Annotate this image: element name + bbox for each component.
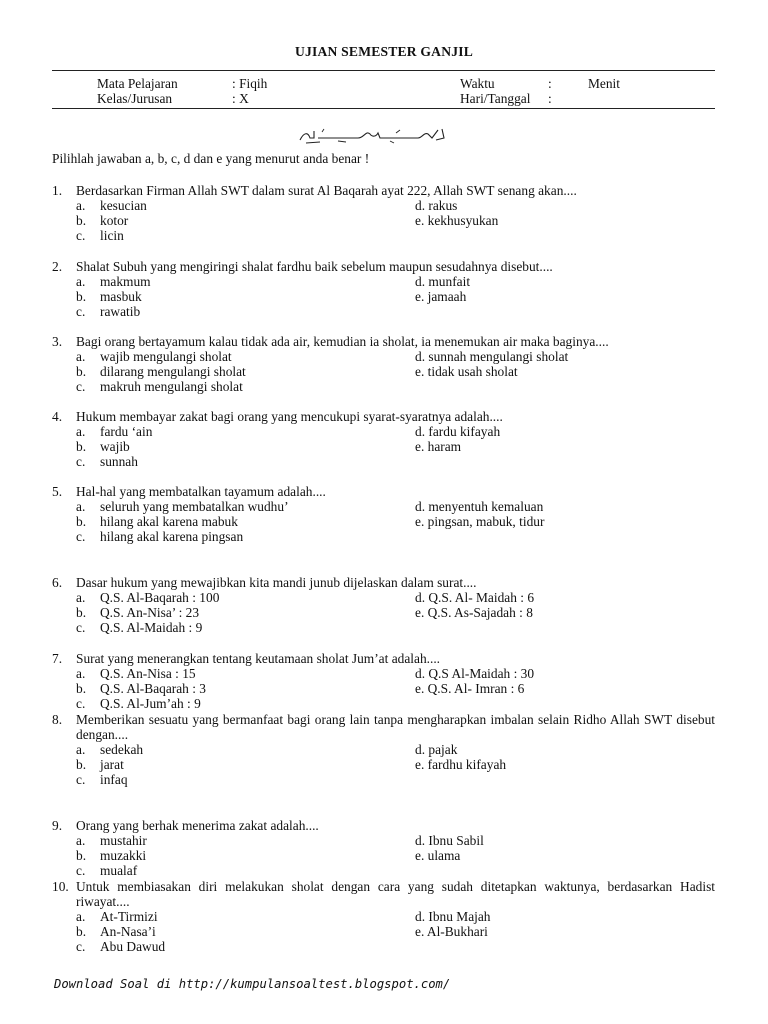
option-d: d. Q.S Al-Maidah : 30 [415,666,535,681]
option-text: muzakki [100,848,147,863]
question-number: 1. [52,183,63,198]
option-b [76,757,124,772]
option-letter: b. [76,848,87,863]
option-letter: c. [76,696,86,711]
time-label: Waktu [460,76,495,91]
subject-label: Mata Pelajaran [97,76,178,91]
option-text: wajib mengulangi sholat [100,349,232,364]
subject-value: : Fiqih [232,76,268,91]
header-rule-bottom [52,108,715,109]
option-letter: b. [76,289,87,304]
option-a [76,274,151,289]
date-colon: : [548,91,552,106]
date-label: Hari/Tanggal [460,91,531,106]
option-c [76,304,140,319]
option-c [76,228,124,243]
option-text: dilarang mengulangi sholat [100,364,246,379]
option-letter: a. [76,349,86,364]
option-letter: b. [76,605,87,620]
option-letter: b. [76,514,87,529]
option-e: e. Q.S. As-Sajadah : 8 [415,605,533,620]
question-number: 8. [52,712,63,727]
option-text: hilang akal karena pingsan [100,529,244,544]
question-number: 4. [52,409,63,424]
question-number: 3. [52,334,63,349]
option-text: Q.S. Al-Baqarah : 100 [100,590,220,605]
question-text: Surat yang menerangkan tentang keutamaan sholat Jum’at adalah.... [76,651,441,666]
option-text: Q.S. Al-Maidah : 9 [100,620,203,635]
option-letter: c. [76,379,86,394]
option-text: jarat [100,757,124,772]
option-b [76,289,142,304]
question-text: Hal-hal yang membatalkan tayamum adalah.... [76,484,326,499]
option-text: licin [100,228,124,243]
question-number: 6. [52,575,63,590]
option-a [76,742,143,757]
option-letter: a. [76,424,86,439]
option-d: d. fardu kifayah [415,424,501,439]
question-number: 5. [52,484,63,499]
option-e: e. haram [415,439,462,454]
question-text: Berdasarkan Firman Allah SWT dalam surat Al Baqarah ayat 222, Allah SWT senang akan.... [76,183,577,198]
question-text: Hukum membayar zakat bagi orang yang mencukupi syarat-syaratnya adalah.... [76,409,503,424]
option-text: An-Nasa’i [100,924,156,939]
option-b [76,514,238,529]
option-c [76,529,243,544]
option-text: Q.S. An-Nisa’ : 23 [100,605,200,620]
option-e: e. ulama [415,848,461,863]
class-label: Kelas/Jurusan [97,91,173,106]
question-number: 7. [52,651,63,666]
option-letter: a. [76,274,86,289]
option-text: Abu Dawud [100,939,166,954]
option-text: sunnah [100,454,138,469]
option-letter: c. [76,863,86,878]
option-letter: b. [76,364,87,379]
option-c [76,620,202,635]
option-letter: c. [76,529,86,544]
exam-title: UJIAN SEMESTER GANJIL [295,44,473,59]
option-b [76,439,130,454]
option-letter: c. [76,939,86,954]
option-letter: b. [76,757,87,772]
instruction-text: Pilihlah jawaban a, b, c, d dan e yang menurut anda benar ! [52,151,370,166]
basmalah-calligraphy-icon [298,126,448,150]
header-rule-top [52,70,715,71]
option-b [76,681,206,696]
option-text: kesucian [100,198,147,213]
option-b [76,213,128,228]
option-e: e. pingsan, mabuk, tidur [415,514,545,529]
option-c [76,379,243,394]
option-text: Q.S. Al-Baqarah : 3 [100,681,206,696]
option-text: kotor [100,213,129,228]
option-b [76,605,199,620]
option-letter: b. [76,681,87,696]
question-number: 9. [52,818,63,833]
question-text: Orang yang berhak menerima zakat adalah.... [76,818,319,833]
option-a [76,590,219,605]
option-text: masbuk [100,289,142,304]
option-letter: c. [76,304,86,319]
option-e: e. fardhu kifayah [415,757,507,772]
question-text: Bagi orang bertayamum kalau tidak ada air, kemudian ia sholat, ia menemukan air maka baginya.... [76,334,609,349]
option-a [76,349,232,364]
option-c [76,772,128,787]
option-text: makruh mengulangi sholat [100,379,243,394]
option-letter: a. [76,909,86,924]
option-c [76,454,138,469]
option-a [76,833,147,848]
option-text: infaq [100,772,128,787]
option-d: d. menyentuh kemaluan [415,499,544,514]
option-letter: a. [76,833,86,848]
option-letter: a. [76,499,86,514]
option-c [76,939,165,954]
option-text: mualaf [100,863,138,878]
option-d: d. rakus [415,198,458,213]
option-e: e. Al-Bukhari [415,924,488,939]
option-letter: a. [76,198,86,213]
option-letter: c. [76,228,86,243]
option-d: d. munfait [415,274,471,289]
option-e: e. kekhusyukan [415,213,499,228]
option-text: Q.S. Al-Jum’ah : 9 [100,696,201,711]
option-letter: c. [76,772,86,787]
option-letter: c. [76,620,86,635]
option-text: rawatib [100,304,141,319]
option-a [76,909,158,924]
option-text: At-Tirmizi [100,909,158,924]
option-b [76,848,146,863]
question-text: Dasar hukum yang mewajibkan kita mandi junub dijelaskan dalam surat.... [76,575,477,590]
option-text: Q.S. An-Nisa : 15 [100,666,196,681]
question-text: Memberikan sesuatu yang bermanfaat bagi orang lain tanpa mengharapkan imbalan selain Ridho Allah SWT disebut dengan.... [76,712,715,742]
option-e: e. jamaah [415,289,467,304]
option-b [76,924,156,939]
option-d: d. Ibnu Majah [415,909,491,924]
option-d: d. Ibnu Sabil [415,833,484,848]
option-e: e. Q.S. Al- Imran : 6 [415,681,525,696]
option-letter: b. [76,924,87,939]
option-c [76,696,201,711]
option-b [76,364,246,379]
option-letter: b. [76,213,87,228]
option-e: e. tidak usah sholat [415,364,518,379]
question-text: Shalat Subuh yang mengiringi shalat fardhu baik sebelum maupun sesudahnya disebut.... [76,259,553,274]
option-letter: a. [76,666,86,681]
option-text: wajib [100,439,130,454]
option-letter: a. [76,742,86,757]
question-text: Untuk membiasakan diri melakukan sholat dengan cara yang sudah ditetapkan waktunya, berdasarkan Hadist riwayat.... [76,879,715,909]
question-number: 10. [52,879,69,894]
option-a [76,666,196,681]
class-value: : X [232,91,249,106]
option-text: seluruh yang membatalkan wudhu’ [100,499,289,514]
option-c [76,863,137,878]
option-text: makmum [100,274,151,289]
option-a [76,499,289,514]
option-d: d. sunnah mengulangi sholat [415,349,569,364]
option-letter: b. [76,439,87,454]
option-d: d. pajak [415,742,458,757]
option-text: sedekah [100,742,144,757]
footer-download-text: Download Soal di http://kumpulansoaltest.blogspot.com/ [54,977,451,991]
time-colon: : [548,76,552,91]
option-d: d. Q.S. Al- Maidah : 6 [415,590,535,605]
option-text: hilang akal karena mabuk [100,514,238,529]
option-a [76,198,147,213]
option-text: fardu ‘ain [100,424,153,439]
question-number: 2. [52,259,63,274]
option-letter: c. [76,454,86,469]
option-letter: a. [76,590,86,605]
option-a [76,424,152,439]
option-text: mustahir [100,833,147,848]
time-unit: Menit [588,76,620,91]
